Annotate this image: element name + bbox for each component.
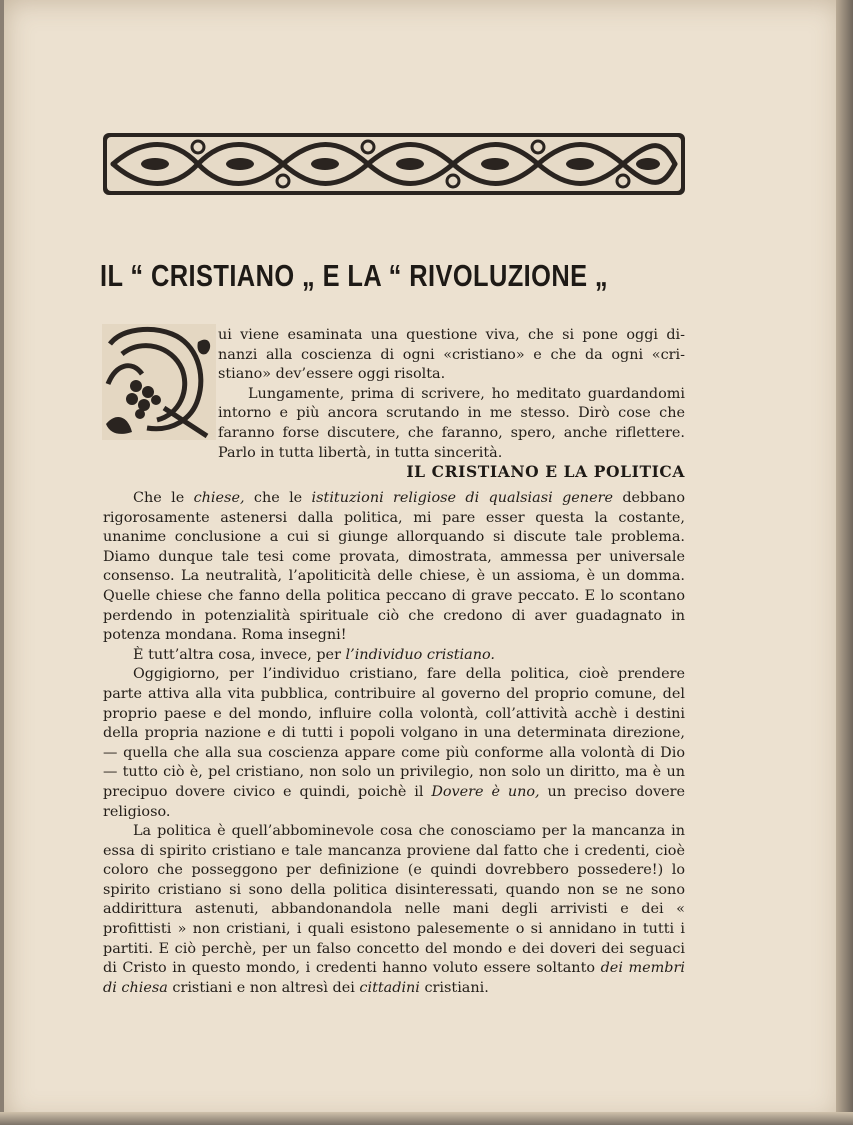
article-title: IL “ CRISTIANO „ E LA “ RIVOLUZIONE „ <box>100 258 609 293</box>
body-paragraph-4: La politica è quell’abbominevole cosa che conosciamo per la mancanza in essa di spirito cristiano e tale mancanza proviene dal fatto che i credenti, cioè coloro che posseggono per definizione (e quindi dovrebbero possedere!) lo spirito cristiano si sono della politica disinteressati, quando non se ne sono addirittura astenuti, abbandonandola nelle mani degli arrivisti e dei « profittisti » non cristiani, i quali esistono palesemente o si annidano in tutti i partiti. E ciò perchè, per un falso concetto del mondo e dei doveri dei seguaci di Cristo in questo mondo, i credenti hanno voluto essere soltanto dei membri di chiesa cristiani e non altresì dei cittadini cristiani. <box>103 823 685 996</box>
body-paragraph-3: Oggigiorno, per l’individuo cristiano, fare della politica, cioè prendere parte attiva alla vita pubblica, contribuire al governo del proprio comune, del proprio paese e del mondo, influire colla volontà, coll’attività acchè i destini della propria nazione e di tutti i popoli volgano in una determinata direzione, — quella che alla sua coscienza appare come più conforme alla volontà di Dio — tutto ciò è, pel cristiano, non solo un privilegio, non solo un diritto, ma è un precipuo dovere civico e quindi, poichè il Dovere è uno, un preciso dovere religioso. <box>103 666 685 820</box>
decorated-initial-q-icon <box>102 324 216 440</box>
intro-paragraph-2: Lungamente, prima di scrivere, ho meditato guardandomi intorno e più ancora scrutando in me stesso. Dirò cose che faranno forse discutere, che faranno, spero, anche riflettere. Parlo in tutta libertà, in tutta sincerità. <box>218 385 685 461</box>
page-edge-right <box>836 0 853 1125</box>
article-body <box>103 489 685 998</box>
intro-first-line: ui viene esaminata una questione viva, che si pone oggi di- <box>218 327 685 343</box>
intro-paragraph <box>218 326 685 463</box>
page-edge-bottom <box>0 1112 853 1125</box>
body-paragraph-1: Che le chiese, che le istituzioni religiose di qualsiasi genere debbano rigorosamente astenersi dalla politica, mi pare esser questa la costante, unanime conclusione a cui si giunge allorquando si discute tale problema. Diamo dunque tale tesi come provata, dimostrata, ammessa per universale consenso. La neutralità, l’apoliticità delle chiese, è un assioma, è un domma. Quelle chiese che fanno della politica peccano di grave peccato. E lo scontano perdendo in potenzialità spirituale ciò che credono di aver guadagnato in potenza mondana. Roma insegni! <box>103 490 685 644</box>
intro-rest: nanzi alla coscienza di ogni «cristiano» e che da ogni «cri-stiano» dev’essere oggi risolta. <box>218 346 685 383</box>
body-paragraph-2: È tutt’altra cosa, invece, per l’individuo cristiano. <box>133 646 495 663</box>
section-heading: IL CRISTIANO E LA POLITICA <box>406 462 685 481</box>
vine-ornament-icon <box>103 133 685 195</box>
